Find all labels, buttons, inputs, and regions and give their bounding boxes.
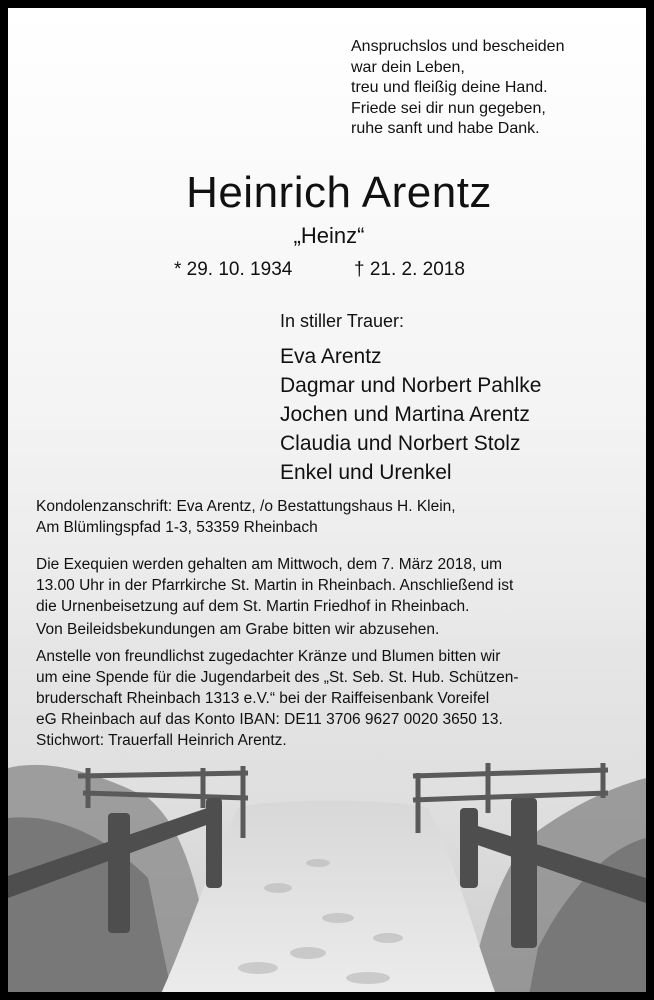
condolence-note xyxy=(36,619,620,640)
poem-line: treu und fleißig deine Hand. xyxy=(351,79,548,96)
deceased-name: Heinrich Arentz xyxy=(186,168,492,217)
mourner-list xyxy=(280,342,541,487)
service-line: Die Exequien werden gehalten am Mittwoch, dem 7. März 2018, um xyxy=(36,556,503,573)
donation-line: Anstelle von freundlichst zugedachter Kränze und Blumen bitten wir xyxy=(36,648,501,665)
donation-paragraph xyxy=(36,646,620,751)
poem-line: war dein Leben, xyxy=(351,58,465,76)
mourner-name: Jochen und Martina Arentz xyxy=(280,403,530,426)
donation-line: eG Rheinbach auf das Konto IBAN: DE11 3706 9627 0020 3650 13. xyxy=(36,711,503,728)
donation-line: Stichwort: Trauerfall Heinrich Arentz. xyxy=(36,732,287,749)
poem-line: Friede sei dir nun gegeben, xyxy=(351,99,546,117)
service-line: 13.00 Uhr in der Pfarrkirche St. Martin in Rheinbach. Anschließend ist xyxy=(36,577,514,594)
poem-line: Anspruchslos und bescheiden xyxy=(351,38,565,55)
note-line: Von Beileidsbekundungen am Grabe bitten wir abzusehen. xyxy=(36,621,440,638)
deceased-nickname: „Heinz“ xyxy=(293,223,365,248)
mourning-intro: In stiller Trauer: xyxy=(280,311,405,331)
mourner-name: Claudia und Norbert Stolz xyxy=(280,432,521,455)
poem-line: ruhe sanft und habe Dank. xyxy=(351,120,540,137)
condolence-address xyxy=(36,496,456,538)
death-date: † 21. 2. 2018 xyxy=(354,259,465,280)
donation-line: um eine Spende für die Jugendarbeit des „St. Seb. St. Hub. Schützen- xyxy=(36,669,519,686)
service-paragraph xyxy=(36,554,620,617)
memorial-poem xyxy=(351,37,564,140)
mourner-name: Eva Arentz xyxy=(280,345,382,368)
address-line: Kondolenzanschrift: Eva Arentz, /o Bestattungshaus H. Klein, xyxy=(36,498,456,515)
donation-line: bruderschaft Rheinbach 1313 e.V.“ bei der Raiffeisenbank Voreifel xyxy=(36,690,490,707)
mourner-name: Enkel und Urenkel xyxy=(280,461,452,484)
address-line: Am Blümlingspfad 1-3, 53359 Rheinbach xyxy=(36,519,318,536)
mourner-name: Dagmar und Norbert Pahlke xyxy=(280,374,542,397)
service-line: die Urnenbeisetzung auf dem St. Martin Friedhof in Rheinbach. xyxy=(36,598,470,615)
birth-date: * 29. 10. 1934 xyxy=(174,259,293,280)
